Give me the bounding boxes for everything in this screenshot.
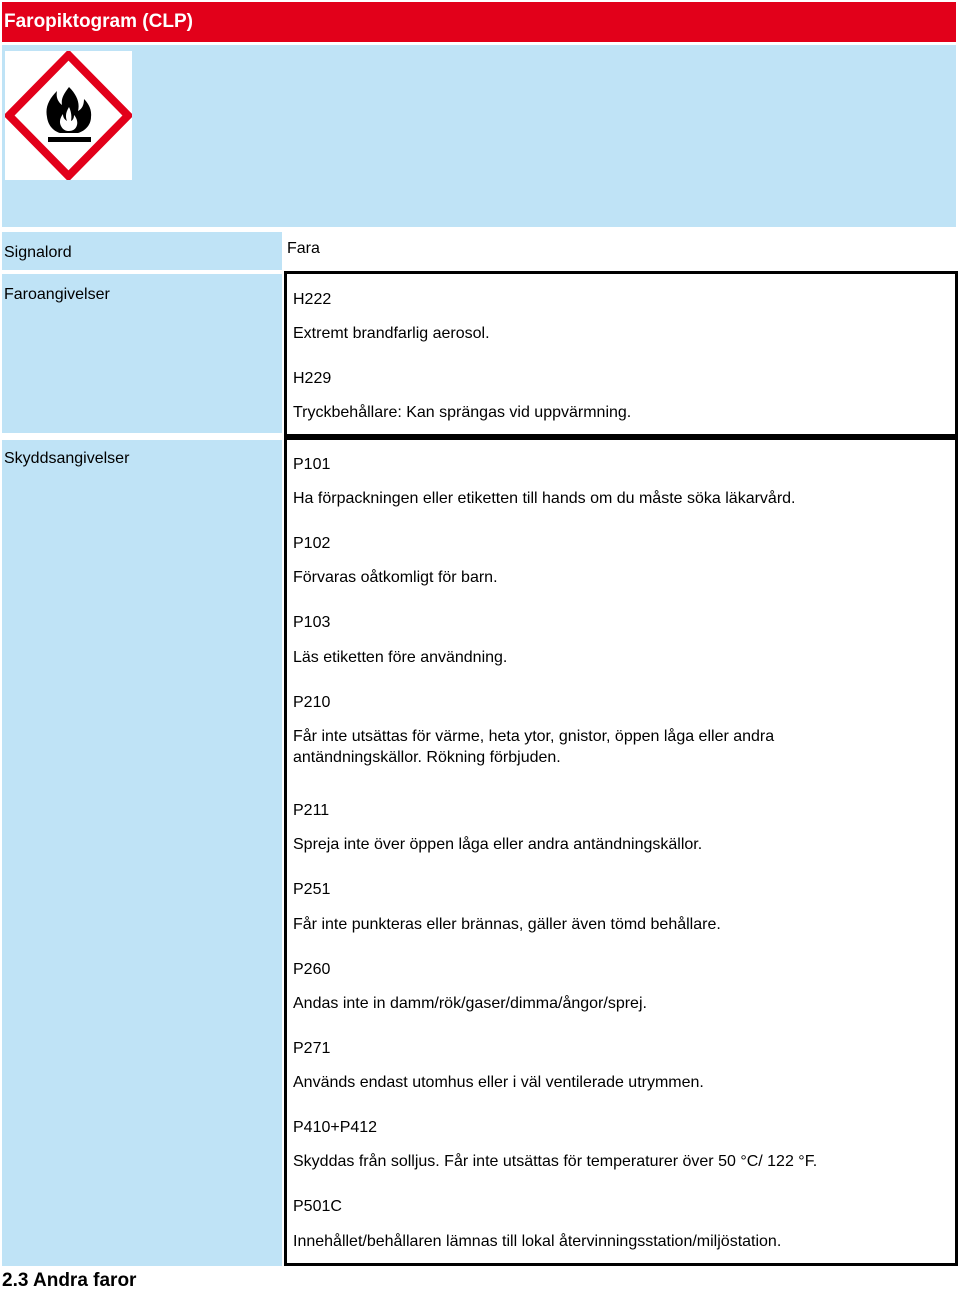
skyddsangivelser-label-cell — [2, 440, 282, 1266]
pictogram-area — [2, 45, 956, 227]
precaution-code: P101 — [293, 456, 331, 473]
precaution-text: Skyddas från solljus. Får inte utsättas för temperaturer över 50 °C/ 122 °F. — [293, 1153, 818, 1170]
precaution-text: Andas inte in damm/rök/gaser/dimma/ångor/sprej. — [293, 995, 647, 1012]
precaution-text: Läs etiketten före användning. — [293, 649, 508, 666]
signalord-label-cell — [2, 232, 282, 270]
signalord-label: Signalord — [4, 244, 72, 261]
precaution-code: P210 — [293, 694, 331, 711]
section-header — [2, 2, 956, 42]
section-title-andra-faror: 2.3 Andra faror — [2, 1270, 137, 1290]
precaution-text: Ha förpackningen eller etiketten till hands om du måste söka läkarvård. — [293, 490, 796, 507]
hazard-text: Extremt brandfarlig aerosol. — [293, 325, 490, 342]
precaution-text: Används endast utomhus eller i väl ventilerade utrymmen. — [293, 1074, 704, 1091]
precaution-text: Får inte utsättas för värme, heta ytor, gnistor, öppen låga eller andra antändningskällor. Rökning förbjuden. — [293, 728, 775, 766]
precaution-code: P102 — [293, 535, 331, 552]
precaution-code: P211 — [293, 802, 330, 819]
precaution-text: Innehållet/behållaren lämnas till lokal återvinningsstation/miljöstation. — [293, 1233, 782, 1250]
precaution-code: P251 — [293, 881, 331, 898]
hazard-code: H229 — [293, 370, 332, 387]
signalord-value-cell — [285, 232, 956, 270]
precaution-code: P271 — [293, 1040, 331, 1057]
precaution-code: P410+P412 — [293, 1119, 378, 1136]
faroangivelser-label: Faroangivelser — [4, 286, 110, 303]
section-header-title: Faropiktogram (CLP) — [4, 11, 193, 32]
precaution-text: Spreja inte över öppen låga eller andra antändningskällor. — [293, 836, 703, 853]
signalord-value: Fara — [287, 240, 320, 257]
precaution-text: Får inte punkteras eller brännas, gäller även tömd behållare. — [293, 916, 721, 933]
precaution-code: P501C — [293, 1198, 342, 1215]
skyddsangivelser-label: Skyddsangivelser — [4, 450, 130, 467]
hazard-text: Tryckbehållare: Kan sprängas vid uppvärmning. — [293, 404, 632, 421]
ghs-pictogram — [5, 51, 132, 180]
hazard-code: H222 — [293, 291, 332, 308]
precaution-text: Förvaras oåtkomligt för barn. — [293, 569, 498, 586]
flame-icon — [5, 51, 132, 180]
precaution-code: P260 — [293, 961, 331, 978]
precaution-code: P103 — [293, 614, 331, 631]
faroangivelser-label-cell — [2, 274, 282, 433]
